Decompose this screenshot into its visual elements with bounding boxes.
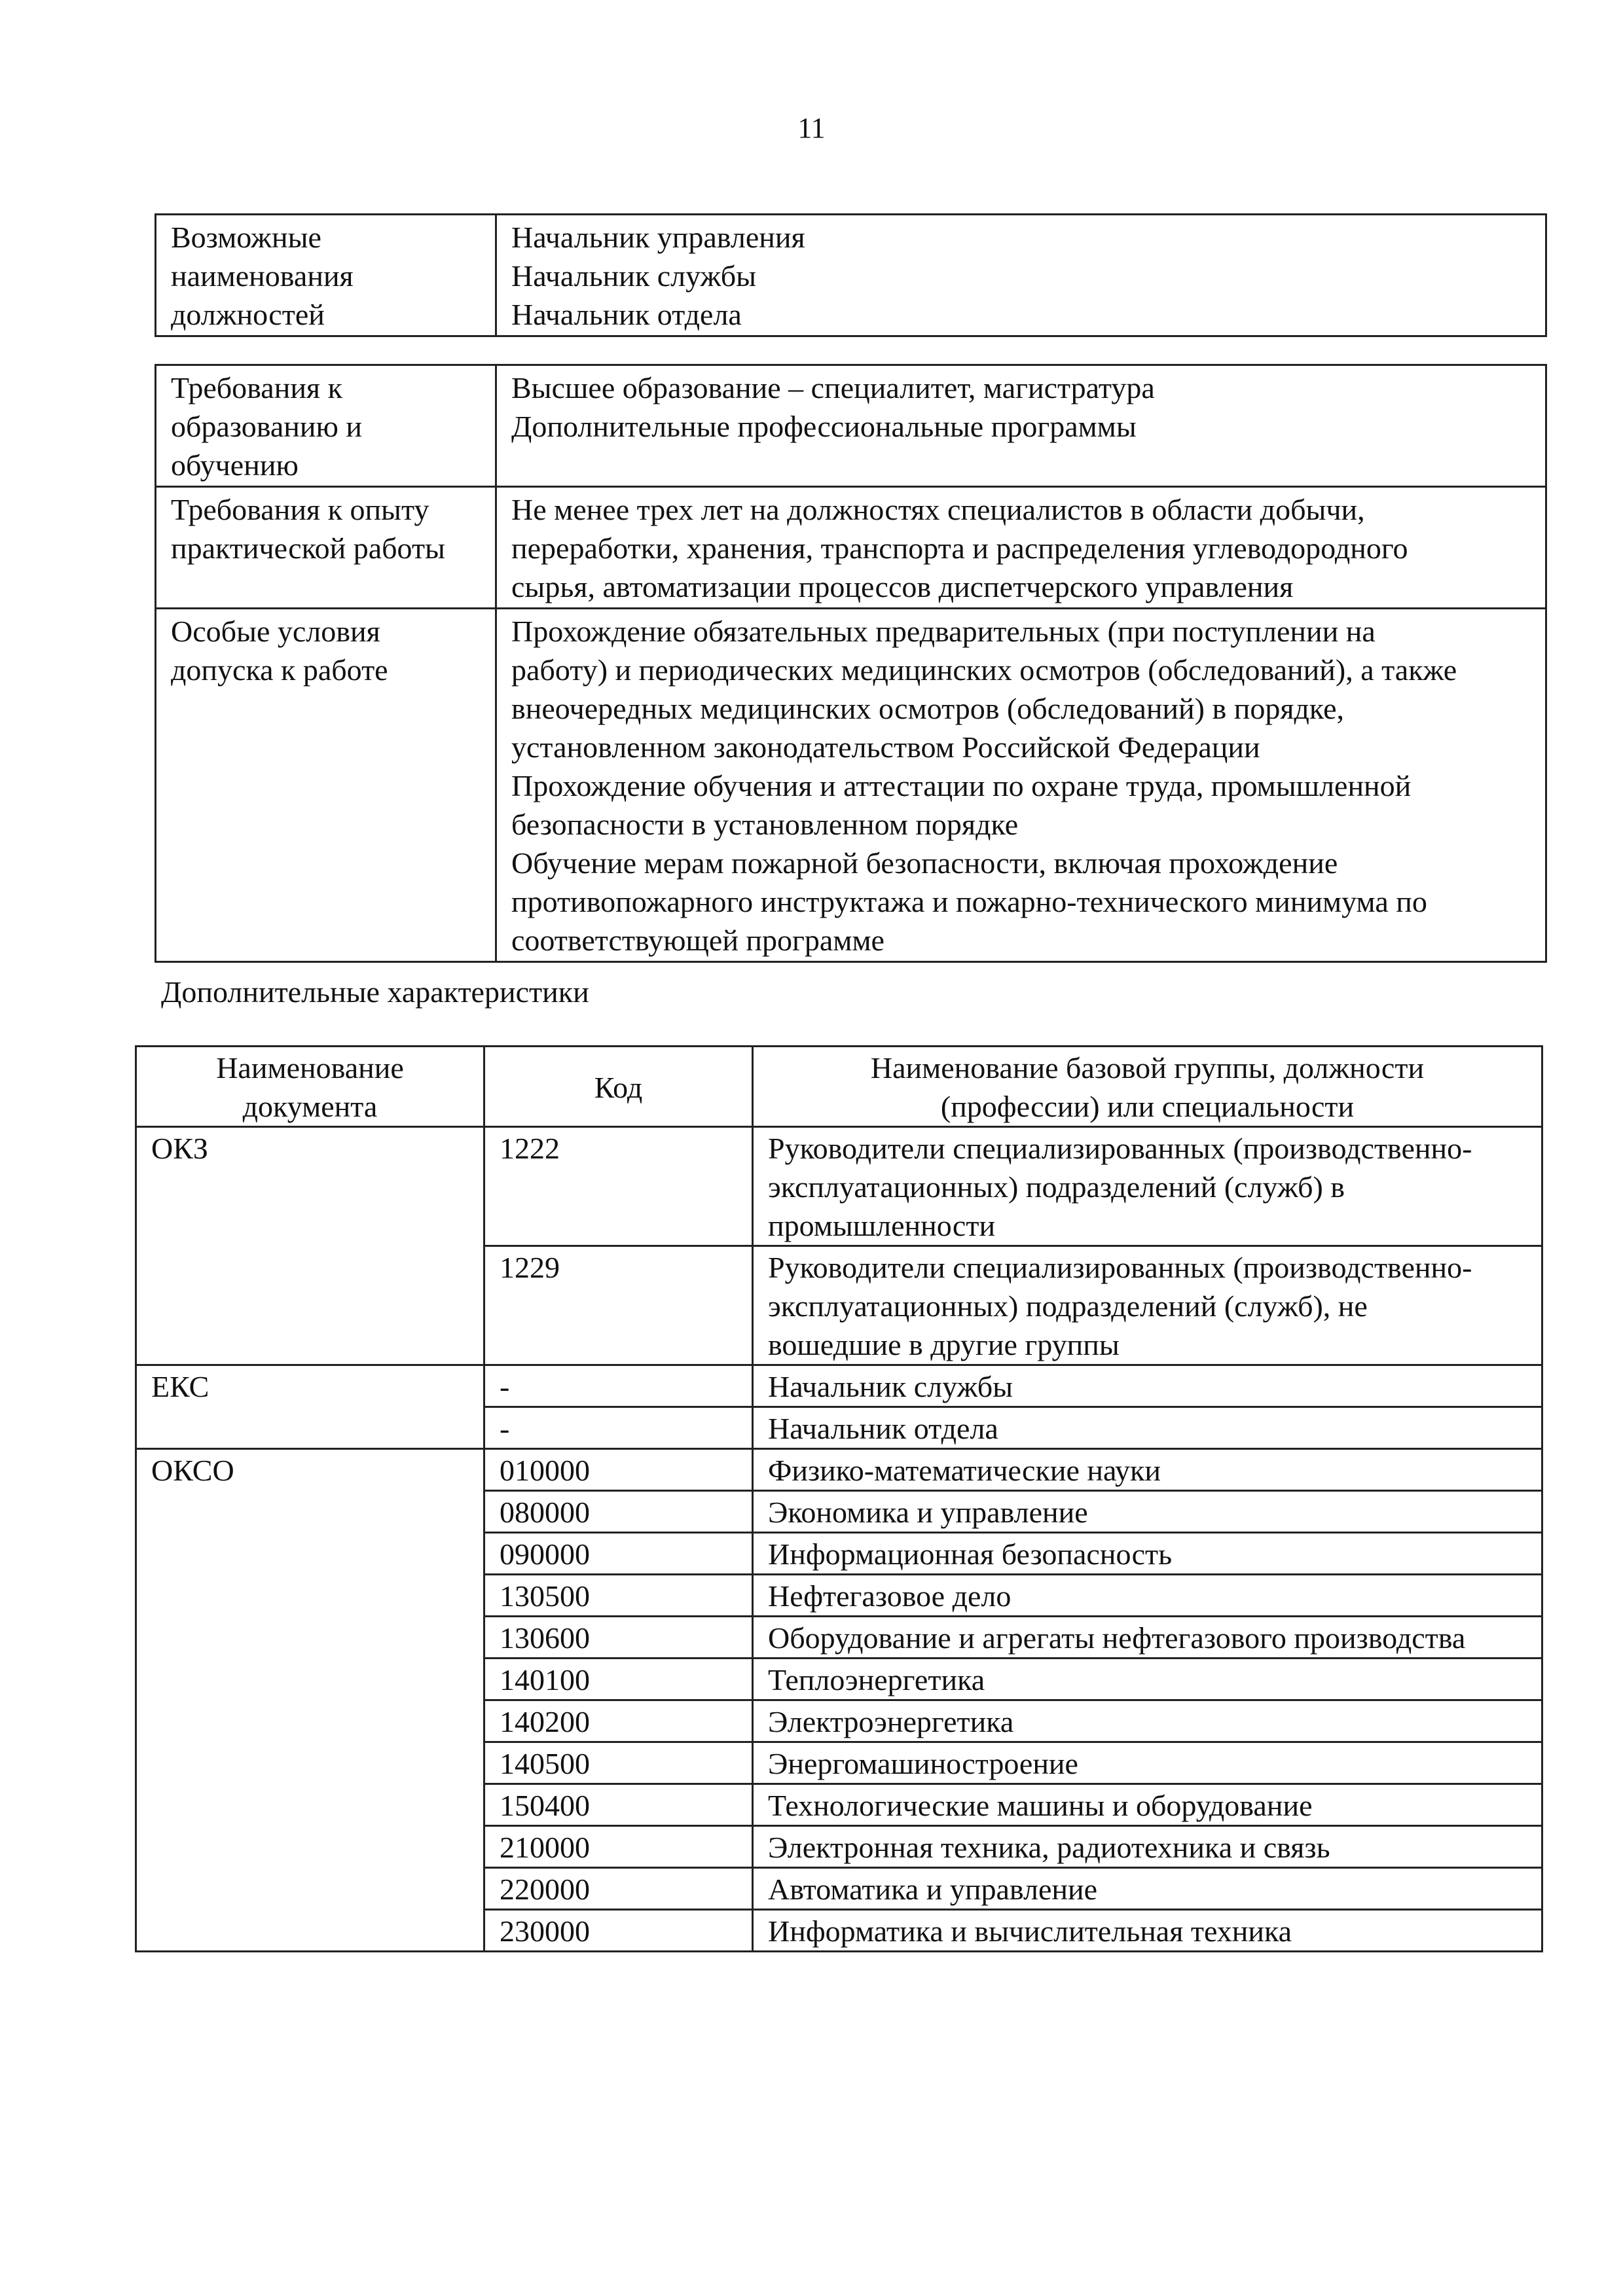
group-name-cell xyxy=(753,1575,1542,1617)
additional-characteristics-heading: Дополнительные характеристики xyxy=(161,975,589,1009)
text-line: переработки, хранения, транспорта и распределения углеводородного xyxy=(511,531,1408,565)
text-line: внеочередных медицинских осмотров (обследований) в порядке, xyxy=(511,692,1345,725)
group-name-cell xyxy=(753,1533,1542,1575)
text-line: промышленности xyxy=(768,1209,996,1242)
text-line: (профессии) или специальности xyxy=(940,1090,1355,1123)
table-row xyxy=(136,1127,1542,1246)
text-line: Прохождение обучения и аттестации по охране труда, промышленной xyxy=(511,769,1412,802)
text-line: Технологические машины и оборудование xyxy=(768,1789,1313,1822)
text-line: Автоматика и управление xyxy=(768,1873,1098,1906)
text-line: Дополнительные профессиональные программы xyxy=(511,410,1137,443)
group-name-cell xyxy=(753,1784,1542,1826)
code-cell: 140500 xyxy=(484,1742,753,1784)
document-cell: ЕКС xyxy=(136,1365,484,1449)
code-cell: 210000 xyxy=(484,1826,753,1868)
text-line: допуска к работе xyxy=(171,653,388,687)
group-name-cell xyxy=(753,1365,1542,1407)
requirement-value-cell xyxy=(496,487,1546,609)
document-cell: ОКЗ xyxy=(136,1127,484,1365)
text-line: Электронная техника, радиотехника и связь xyxy=(768,1831,1330,1864)
additional-characteristics-table xyxy=(135,1045,1543,1952)
text-line: вошедшие в другие группы xyxy=(768,1328,1120,1361)
text-line: обучению xyxy=(171,448,299,482)
text-line: образованию и xyxy=(171,410,362,443)
text-line: Начальник управления xyxy=(511,221,805,254)
text-line: практической работы xyxy=(171,531,445,565)
code-cell: 010000 xyxy=(484,1449,753,1491)
group-name-cell xyxy=(753,1700,1542,1742)
positions-value-cell xyxy=(496,215,1546,336)
code-cell: 1229 xyxy=(484,1246,753,1365)
table-row xyxy=(156,215,1546,336)
header-document xyxy=(136,1047,484,1127)
code-cell: 230000 xyxy=(484,1910,753,1952)
code-cell: 220000 xyxy=(484,1868,753,1910)
text-line: Прохождение обязательных предварительных (при поступлении на xyxy=(511,615,1376,648)
text-line: Требования к xyxy=(171,371,342,404)
code-cell: 080000 xyxy=(484,1491,753,1533)
group-name-cell xyxy=(753,1826,1542,1868)
text-line: Наименование xyxy=(216,1051,404,1085)
group-name-cell xyxy=(753,1742,1542,1784)
text-line: Наименование базовой группы, должности xyxy=(870,1051,1425,1085)
requirement-value-cell xyxy=(496,365,1546,487)
table-row xyxy=(156,487,1546,609)
header-code: Код xyxy=(484,1047,753,1127)
code-cell: 090000 xyxy=(484,1533,753,1575)
header-name xyxy=(753,1047,1542,1127)
text-line: Начальник отдела xyxy=(511,298,742,331)
text-line: Начальник службы xyxy=(511,259,757,293)
text-line: Обучение мерам пожарной безопасности, включая прохождение xyxy=(511,846,1338,880)
group-name-cell xyxy=(753,1868,1542,1910)
text-line: Теплоэнергетика xyxy=(768,1663,985,1696)
group-name-cell xyxy=(753,1127,1542,1246)
code-cell: - xyxy=(484,1407,753,1449)
text-line: установленном законодательством Российской Федерации xyxy=(511,730,1260,764)
group-name-cell xyxy=(753,1246,1542,1365)
positions-table xyxy=(155,213,1547,337)
code-cell: 1222 xyxy=(484,1127,753,1246)
text-line: Оборудование и агрегаты нефтегазового производства xyxy=(768,1621,1466,1655)
table-row xyxy=(136,1449,1542,1491)
text-line: Начальник отдела xyxy=(768,1412,998,1445)
code-cell: 150400 xyxy=(484,1784,753,1826)
text-line: Электроэнергетика xyxy=(768,1705,1014,1738)
text-line: Экономика и управление xyxy=(768,1496,1088,1529)
code-cell: 130500 xyxy=(484,1575,753,1617)
requirement-label-cell xyxy=(156,609,496,962)
text-line: Требования к опыту xyxy=(171,493,429,526)
code-cell: 140100 xyxy=(484,1659,753,1700)
text-line: Энергомашиностроение xyxy=(768,1747,1078,1780)
page-number: 11 xyxy=(797,112,826,144)
text-line: эксплуатационных) подразделений (служб) в xyxy=(768,1170,1345,1204)
document-cell: ОКСО xyxy=(136,1449,484,1952)
positions-label-cell xyxy=(156,215,496,336)
text-line: Высшее образование – специалитет, магистратура xyxy=(511,371,1155,404)
requirement-value-cell xyxy=(496,609,1546,962)
code-cell: 130600 xyxy=(484,1617,753,1659)
text-line: противопожарного инструктажа и пожарно-технического минимума по xyxy=(511,885,1427,918)
table-row xyxy=(136,1365,1542,1407)
text-line: наименования xyxy=(171,259,354,293)
text-line: Руководители специализированных (производственно- xyxy=(768,1132,1472,1165)
group-name-cell xyxy=(753,1617,1542,1659)
group-name-cell xyxy=(753,1491,1542,1533)
text-line: Начальник службы xyxy=(768,1370,1013,1403)
requirement-label-cell xyxy=(156,365,496,487)
group-name-cell xyxy=(753,1449,1542,1491)
text-line: Физико-математические науки xyxy=(768,1454,1161,1487)
text-line: должностей xyxy=(171,298,325,331)
text-line: Не менее трех лет на должностях специалистов в области добычи, xyxy=(511,493,1365,526)
text-line: Нефтегазовое дело xyxy=(768,1579,1012,1613)
group-name-cell xyxy=(753,1407,1542,1449)
table-header-row xyxy=(136,1047,1542,1127)
requirement-label-cell xyxy=(156,487,496,609)
text-line: Руководители специализированных (производственно- xyxy=(768,1251,1472,1284)
text-line: Информационная безопасность xyxy=(768,1537,1173,1571)
text-line: Особые условия xyxy=(171,615,380,648)
code-cell: - xyxy=(484,1365,753,1407)
table-row xyxy=(156,365,1546,487)
group-name-cell xyxy=(753,1910,1542,1952)
code-cell: 140200 xyxy=(484,1700,753,1742)
text-line: Информатика и вычислительная техника xyxy=(768,1914,1292,1948)
requirements-table xyxy=(155,364,1547,963)
text-line: безопасности в установленном порядке xyxy=(511,808,1019,841)
text-line: эксплуатационных) подразделений (служб), не xyxy=(768,1289,1368,1323)
text-line: работу) и периодических медицинских осмотров (обследований), а также xyxy=(511,653,1457,687)
text-line: Возможные xyxy=(171,221,321,254)
text-line: соответствующей программе xyxy=(511,924,884,957)
text-line: сырья, автоматизации процессов диспетчерского управления xyxy=(511,570,1294,603)
text-line: документа xyxy=(242,1090,378,1123)
group-name-cell xyxy=(753,1659,1542,1700)
table-row xyxy=(156,609,1546,962)
